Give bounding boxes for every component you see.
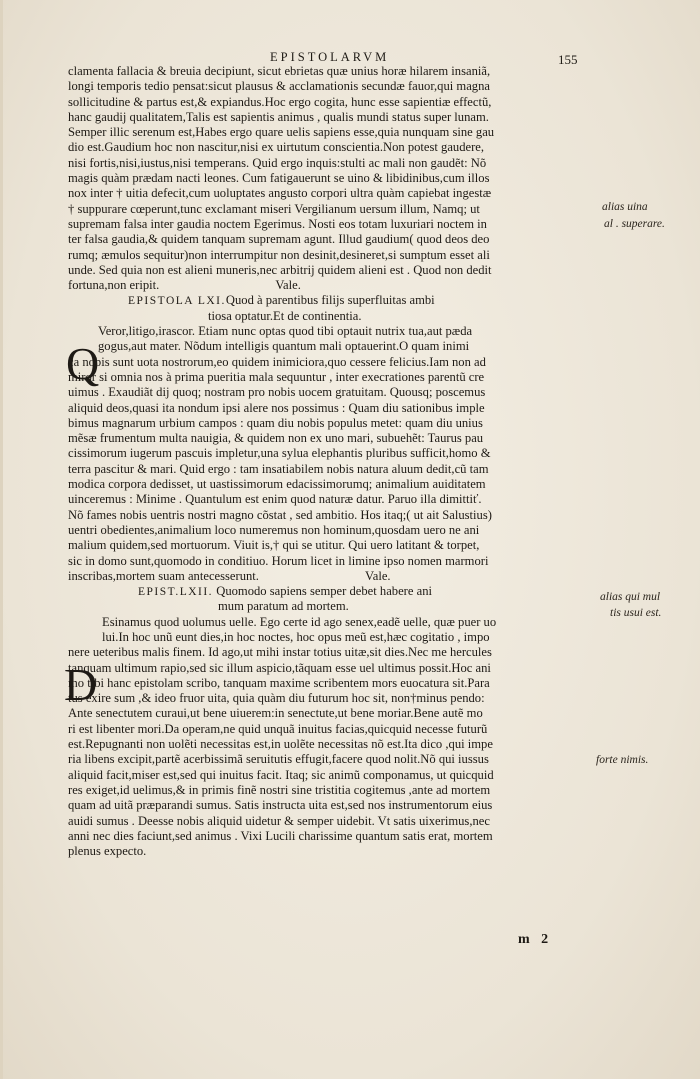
text-line: uinceremus : Minime . Quantulum est enim quod naturæ datur. Paruo illa dimittiť. — [68, 492, 482, 507]
text-line: aliquid deos,quasi ita nondum ipsi alere nos possimus : Quam diu sationibus imple — [68, 400, 485, 415]
text-line — [68, 278, 598, 293]
epistle-heading — [68, 584, 598, 599]
text-line: modica corpora dedisset, ut uastissimorum edacissimorumq; animalium auiditatem — [68, 477, 486, 492]
text-line: terra pascitur & mari. Quid ergo : tam insatiabilem nobis natura aluum dedit,cũ tam — [68, 461, 489, 476]
text-line: ri est libenter mori.Da operam,ne quid unquã inuitus facias,quicquid necesse futurũ — [68, 721, 488, 736]
text-line: dio est.Gaudium hoc non nascitur,nisi ex uirtutum conscientia.Non potest gaudere, — [68, 140, 485, 155]
margin-note: al . superare. — [604, 218, 665, 230]
text-line: res exiget,id uelimus,& in primis finẽ nostri sine tristitia cogitemus ,ante ad mortem — [68, 782, 491, 797]
text-line: nere ueteribus malis finem. Id ago,ut mihi instar totius uitæ,sit dies.Nec me hercules — [68, 645, 492, 660]
text-line: malium quidem,sed mortuorum. Viuit is,† qui se utitur. Qui uero latitant & torpet, — [68, 538, 480, 553]
text-line: hanc gaudij qualitatem,Talis est sapientis animus , qualis mundi status super lunam. — [68, 109, 489, 124]
text-line: quam ad uitã præparandi sumus. Satis instructa uita est,sed nos instrumentorum eius — [68, 798, 493, 813]
text-block — [68, 64, 598, 859]
epistle-label: EPISTOLA LXI. — [128, 295, 226, 308]
text-line: † suppurare cœperunt,tunc exclamant miseri Vergilianum uersum illum, Namq; ut — [68, 201, 480, 216]
text-line: plenus expecto. — [68, 844, 147, 859]
epistle-title-cont: tiosa optatur.Et de continentia. — [208, 308, 362, 323]
text-line: Nõ fames nobis uentris nostri magno cõstat , sed ambitio. Hos itaq;( ut ait Salustius) — [68, 507, 492, 522]
text-line: nisi fortis,nisi,iustus,nisi temperans. Quid ergo inquis:stulti ac mali non gaudẽt: Nõ — [68, 155, 487, 170]
text-line: unde. Sed quia non est alieni muneris,nec arbitrij quidem alieni est . Quod non dedit — [68, 262, 492, 277]
running-head: EPISTOLARVM — [270, 50, 390, 64]
text-line: Veror,litigo,irascor. Etiam nunc optas quod tibi optauit nutrix tua,aut pæda — [98, 324, 473, 339]
text-line: cissimorum iugerum pascuis impletur,una sylua elephantis pluribus sufficit,homo & — [68, 446, 491, 461]
text-line: supremam falsa inter gaudia noctem Egerimus. Nosti eos totam luxuriari noctem in — [68, 216, 487, 231]
text-line: Esinamus quod uolumus uelle. Ego certe id ago senex,eadẽ uelle, quæ puer uo — [102, 614, 497, 629]
text-line — [68, 569, 598, 584]
text-line: ter falsa gaudia,& quidem tanquam supremam agunt. Illud gaudium( quod deos deo — [68, 232, 490, 247]
text-line: Semper illic serenum est,Habes ergo quare uelis sapiens esse,quia nunquam sine gau — [68, 125, 495, 140]
margin-note: alias uina — [602, 201, 648, 213]
vale-closing: Vale. — [365, 568, 391, 583]
text-line: magis quàm prædam nacti leones. Cum fatigauerunt se uino & libidinibus,cum illos — [68, 171, 490, 186]
text-line: sic in domo sunt,quomodo in conditiuo. Horum licet in limine ipso nomen marmori — [68, 553, 489, 568]
text-line: ca nobis sunt uota nostrorum,eo quidem inimiciora,quo cessere felicius.Iam non ad — [68, 354, 486, 369]
text-line: clamenta fallacia & breuia decipiunt, sicut ebrietas quæ unius horæ hilarem insaniã, — [68, 64, 491, 78]
text-line: auidi sumus . Deesse nobis aliquid uidetur & semper uidebit. Vt satis uixerimus,nec — [68, 813, 490, 828]
text-line: miror si omnia nos à prima pueritia mala sequuntur , inter execrationes parentũ cre — [68, 369, 485, 384]
text-line: tus exire sum ,& ideo fruor uita, quia quàm diu futurum hoc sit, non†minus pendo: — [68, 691, 485, 706]
text-line: ria libens excipit,partẽ acerbissimã seruitutis effugit,facere quod nolit.Nõ qui iussus — [68, 752, 489, 767]
text-line: tanquam ultimum rapio,sed sic illum aspicio,tãquam esse uel ultimus possit.Hoc ani — [68, 660, 491, 675]
text-line: uentri obedientes,animalium loco numeremus non hominum,quosdam uero ne ani — [68, 522, 480, 537]
text-line: gogus,aut mater. Nõdum intelligis quantum mali optauerint.O quam inimi — [98, 339, 470, 354]
page-number: 155 — [558, 52, 578, 67]
epistle-title-cont: mum paratum ad mortem. — [218, 599, 349, 614]
text-line: est.Repugnanti non uolẽti necessitas est,in uolẽte necessitas nõ est.Ita dico ,qui impe — [68, 737, 493, 752]
vale-closing: Vale. — [275, 278, 301, 293]
text-line: rumq; æmulos sequitur)non interrumpitur non desinit,desineret,si sumptum esset ali — [68, 247, 490, 262]
text-line: bimus magnarum urbium campos : quam diu nobis populus metet: quam diu unius — [68, 415, 483, 430]
text-line: sollicitudine & partus est,& expiandus.Hoc ergo cogita, hunc esse sapientiæ effectũ, — [68, 94, 492, 109]
text-line: mẽsæ frumentum multa nauigia, & quidem non ex uno mari, subuehẽt: Taurus pau — [68, 431, 484, 446]
text-line: lui.In hoc unũ eunt dies,in hoc noctes, hoc opus meũ est,hæc cogitatio , impo — [102, 629, 490, 644]
text-line-end: inscribas,mortem suam antecesserunt. — [68, 568, 259, 583]
text-line: uimus . Exaudiãt dij quoq; nostram pro nobis uocem gratuitam. Quousq; poscemus — [68, 385, 486, 400]
text-line: aliquid facit,miser est,sed qui inuitus facit. Itaq; sic animũ componamus, ut quicquid — [68, 767, 494, 782]
signature-mark: m 2 — [518, 932, 553, 947]
text-line: nox inter † uitia defecit,cum uoluptates angusto corpori ultra quàm capiebat ingestæ — [68, 186, 492, 201]
margin-note: alias qui mul — [600, 591, 661, 603]
epistle-label: EPIST.LXII. — [138, 586, 214, 599]
text-line: mo tibi hanc epistolam scribo, tanquam maxime scribentem mors euocatura sit.Para — [68, 675, 490, 690]
text-line: Ante senectutem curaui,ut bene uiuerem:in senectute,ut bene moriar.Bene autẽ mo — [68, 706, 483, 721]
drop-capital-d: D — [64, 659, 98, 710]
text-line-end: fortuna,non eripit. — [68, 278, 160, 293]
drop-capital-q: Q — [66, 338, 100, 389]
margin-note: forte nimis. — [596, 754, 649, 766]
epistle-title: Quod à parentibus filijs superfluitas ambi — [225, 293, 435, 308]
epistle-title: Quomodo sapiens semper debet habere ani — [216, 584, 432, 599]
text-line: longi temporis tedio pensat:sicut plausus & acclamationis secundæ fauor,qui magna — [68, 79, 490, 94]
epistle-heading — [68, 293, 598, 308]
page-edge — [0, 0, 3, 1079]
text-line: anni nec dies faciunt,sed animus . Vixi Lucili charissime quantum satis erat, mortem — [68, 828, 493, 843]
margin-note: tis usui est. — [610, 607, 662, 619]
